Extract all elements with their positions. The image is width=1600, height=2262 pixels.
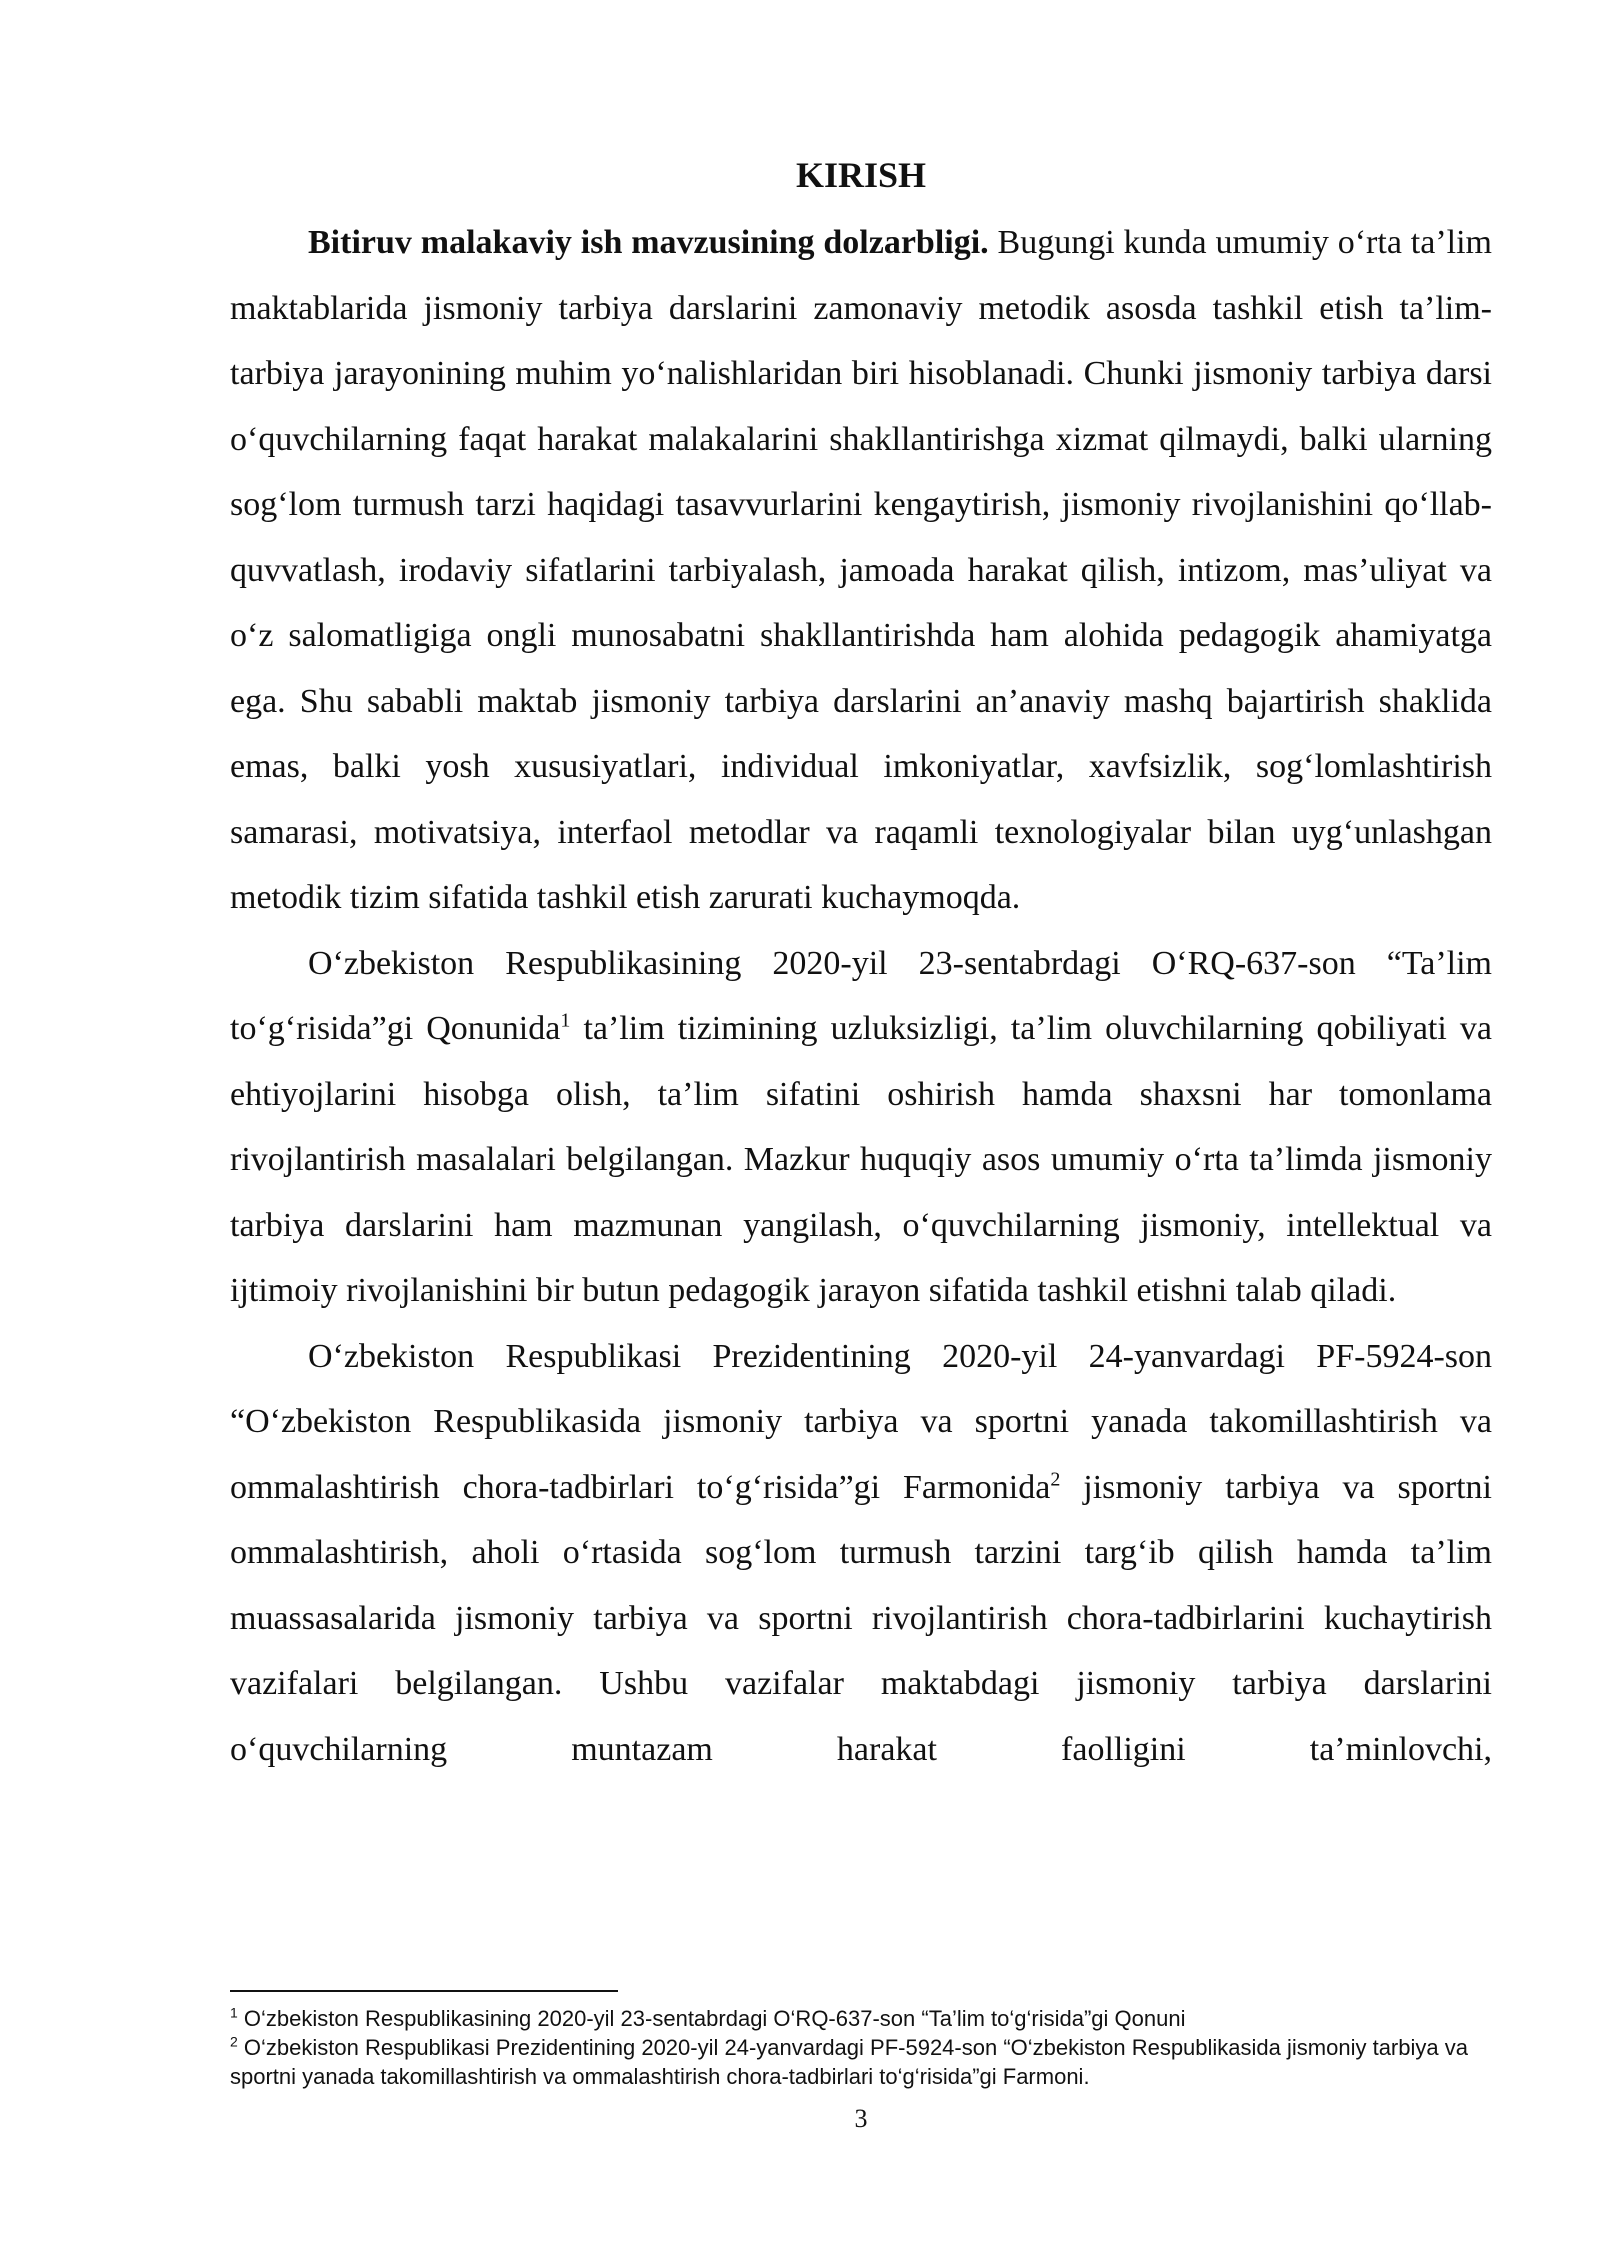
paragraph-text: Bugungi kunda umumiy o‘rta ta’lim maktablarida jismoniy tarbiya darslarini zamonaviy metodik asosda tashkil etish ta’lim-tarbiya jarayonining muhim yo‘nalishlaridan biri hisoblanadi. Chunki jismoniy tarbiya darsi o‘quvchilarning faqat harakat malakalarini shakllantirishga xizmat qilmaydi, balki ularning sog‘lom turmush tarzi haqidagi tasavvurlarini kengaytirish, jismoniy rivojlanishini qo‘llab-quvvatlash, irodaviy sifatlarini tarbiyalash, jamoada harakat qilish, intizom, mas’uliyat va o‘z salomatligiga ongli munosabatni shakllantirishda ham alohida pedagogik ahamiyatga ega. Shu sababli maktab jismoniy tarbiya darslarini an’anaviy mashq bajartirish shaklida emas, balki yosh xususiyatlari, individual imkoniyatlar, xavfsizlik, sog‘lomlashtirish samarasi, motivatsiya, interfaol metodlar va raqamli texnologiyalar bilan uyg‘unlashgan metodik tizim sifatida tashkil etish zarurati kuchaymoqda. (230, 224, 1492, 916)
paragraph-text: O‘zbekiston Respublikasi Prezidentining 2020-yil 24-yanvardagi PF-5924-son “O‘zbekiston Respublikasida jismoniy tarbiya va sportni yanada takomillashtirish va ommalashtirish chora-tadbirlari to‘g‘risida”gi Farmonida (230, 1337, 1492, 1506)
footnotes (230, 2004, 1492, 2091)
footnote-reference[interactable]: 2 (1050, 1468, 1061, 1491)
footnote-text: O‘zbekiston Respublikasi Prezidentining 2020-yil 24-yanvardagi PF-5924-son “O‘zbekiston Respublikasida jismoniy tarbiya va sportni yanada takomillashtirish va ommalashtirish chora-tadbirlari to‘g‘risida”gi Farmoni. (230, 2035, 1468, 2089)
footnote-number: 1 (230, 2004, 238, 2021)
paragraph-lead: Bitiruv malakaviy ish mavzusining dolzarbligi. (308, 224, 989, 261)
page-number: 3 (854, 2104, 868, 2133)
paragraph-law (230, 931, 1492, 1324)
paragraph-text: jismoniy tarbiya va sportni ommalashtirish, aholi o‘rtasida sog‘lom turmush tarzini targ‘ib qilish hamda ta’lim muassasalarida jismoniy tarbiya va sportni rivojlantirish chora-tadbirlarini kuchaytirish vazifalari belgilangan. Ushbu vazifalar maktabdagi jismoniy tarbiya darslarini o‘quvchilarning muntazam harakat faolligini ta’minlovchi, (230, 1468, 1492, 1768)
footnote-number: 2 (230, 2033, 238, 2050)
body-text (230, 210, 1492, 1782)
footnote-text: O‘zbekiston Respublikasining 2020-yil 23-sentabrdagi O‘RQ-637-son “Ta’lim to‘g‘risida”gi Qonuni (237, 2006, 1186, 2031)
footnote-item (230, 2033, 1492, 2091)
paragraph-text: ta’lim tizimining uzluksizligi, ta’lim oluvchilarning qobiliyati va ehtiyojlarini hisobga olish, ta’lim sifatini oshirish hamda shaxsni har tomonlama rivojlantirish masalalari belgilangan. Mazkur huquqiy asos umumiy o‘rta ta’limda jismoniy tarbiya darslarini ham mazmunan yangilash, o‘quvchilarning jismoniy, intellektual va ijtimoiy rivojlanishini bir butun pedagogik jarayon sifatida tashkil etishni talab qiladi. (230, 1010, 1492, 1309)
paragraph-text: O‘zbekiston Respublikasining 2020-yil 23-sentabrdagi O‘RQ-637-son “Ta’lim to‘g‘risida”gi Qonunida (230, 944, 1492, 1047)
footnote-item (230, 2004, 1492, 2033)
footnote-separator (230, 1990, 618, 1992)
paragraph-decree (230, 1324, 1492, 1783)
paragraph-relevance (230, 210, 1492, 931)
footnote-reference[interactable]: 1 (560, 1009, 571, 1032)
page-heading: KIRISH (795, 155, 927, 195)
